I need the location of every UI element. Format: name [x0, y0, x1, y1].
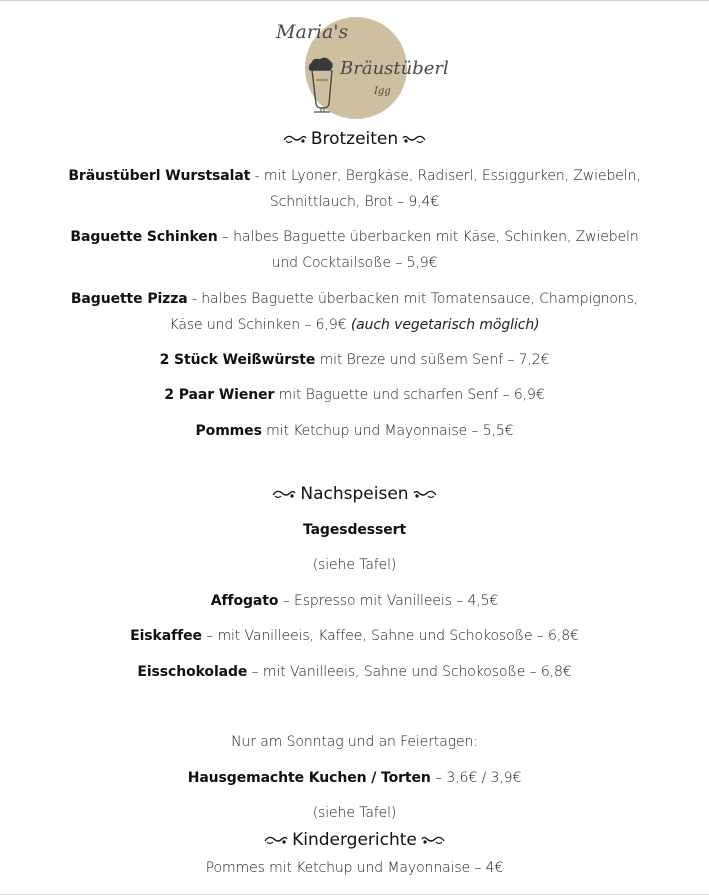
menu-item-eiskaffee	[0, 628, 709, 644]
sunday-note	[0, 734, 709, 750]
heading-nachspeisen-text: Nachspeisen	[300, 484, 409, 504]
menu-item-baguette-pizza	[0, 291, 709, 307]
item-name: Tagesdessert	[302, 522, 407, 538]
logo-text-braeustuebel: Bräustüberl	[340, 58, 449, 79]
menu-item-baguette-schinken	[0, 229, 709, 245]
item-name: 2 Stück Weißwürste	[159, 352, 316, 368]
menu-item-weisswuerste	[0, 352, 709, 368]
item-desc: Schnittlauch, Brot – 9,4€	[269, 194, 440, 210]
restaurant-logo	[270, 8, 455, 123]
item-name: Eisschokolade	[137, 664, 248, 680]
item-desc: – mit Vanilleeis, Kaffee, Sahne und Schokosoße – 6,8€	[201, 628, 579, 644]
menu-item-wurstsalat	[0, 168, 709, 184]
item-name: Hausgemachte Kuchen / Torten	[187, 770, 431, 786]
item-desc: Pommes mit Ketchup und Mayonnaise – 4€	[205, 860, 504, 876]
item-name: Pommes	[195, 423, 262, 439]
ornament-right-icon	[413, 488, 437, 500]
heading-nachspeisen	[0, 484, 709, 504]
item-name: Baguette Pizza	[70, 291, 188, 307]
item-desc: – halbes Baguette überbacken mit Käse, Schinken, Zwiebeln	[217, 229, 639, 245]
logo-text-igg: Igg	[374, 86, 391, 97]
menu-item-pommes	[0, 423, 709, 439]
tagesdessert	[0, 522, 709, 538]
menu-item-baguette-schinken-cont	[0, 255, 709, 271]
item-desc: – mit Vanilleeis, Sahne und Schokosoße – 6,8€	[247, 664, 572, 680]
menu-item-wurstsalat-cont	[0, 194, 709, 210]
item-desc: Käse und Schinken – 6,9€	[169, 317, 351, 333]
heading-kindergerichte-text: Kindergerichte	[292, 830, 417, 850]
ornament-left-icon	[283, 133, 307, 145]
top-divider	[0, 0, 709, 1]
bottom-divider	[0, 894, 709, 895]
item-desc: – Espresso mit Vanilleeis – 4,5€	[278, 593, 499, 609]
ornament-left-icon	[272, 488, 296, 500]
logo-text-marias: Maria's	[276, 21, 349, 43]
item-desc: - mit Lyoner, Bergkäse, Radiserl, Essiggurken, Zwiebeln,	[250, 168, 641, 184]
menu-item-kinder-pommes	[0, 860, 709, 876]
siehe-tafel	[0, 557, 709, 573]
ornament-right-icon	[421, 834, 445, 846]
siehe-tafel-2	[0, 805, 709, 821]
ornament-right-icon	[402, 133, 426, 145]
item-desc: mit Ketchup und Mayonnaise – 5,5€	[261, 423, 514, 439]
ornament-left-icon	[264, 834, 288, 846]
item-desc: mit Baguette und scharfen Senf – 6,9€	[274, 387, 545, 403]
menu-item-wiener	[0, 387, 709, 403]
menu-item-kuchen	[0, 770, 709, 786]
sunday-note-text: Nur am Sonntag und an Feiertagen:	[231, 734, 478, 750]
item-name: Bräustüberl Wurstsalat	[68, 168, 251, 184]
item-desc: - halbes Baguette überbacken mit Tomatensauce, Champignons,	[187, 291, 639, 307]
item-name: Eiskaffee	[130, 628, 202, 644]
item-name: Baguette Schinken	[70, 229, 218, 245]
heading-brotzeiten-text: Brotzeiten	[310, 129, 399, 149]
item-desc: mit Breze und süßem Senf – 7,2€	[315, 352, 550, 368]
item-name: 2 Paar Wiener	[164, 387, 275, 403]
siehe-tafel-text: (siehe Tafel)	[312, 557, 397, 573]
menu-item-baguette-pizza-cont	[0, 317, 709, 333]
heading-kindergerichte	[0, 830, 709, 850]
item-note: (auch vegetarisch möglich)	[350, 317, 540, 333]
item-desc: – 3,6€ / 3,9€	[430, 770, 522, 786]
item-desc: und Cocktailsoße – 5,9€	[271, 255, 438, 271]
menu-item-eisschokolade	[0, 664, 709, 680]
heading-brotzeiten	[0, 129, 709, 149]
menu-item-affogato	[0, 593, 709, 609]
logo-graphic	[270, 8, 455, 123]
item-name: Affogato	[210, 593, 279, 609]
siehe-tafel-text: (siehe Tafel)	[312, 805, 397, 821]
